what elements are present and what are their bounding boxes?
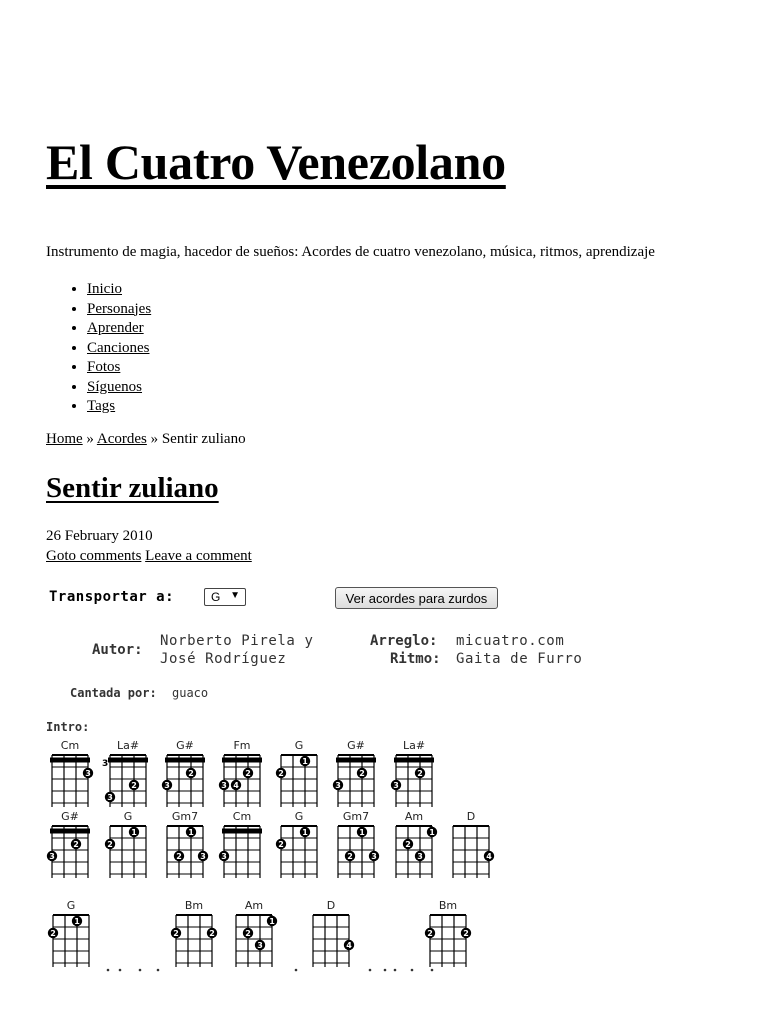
chord-name: D xyxy=(466,810,476,823)
chord-name: G xyxy=(123,810,133,823)
nav-link-personajes[interactable]: Personajes xyxy=(87,300,152,317)
finger-number: 2 xyxy=(209,929,215,938)
chord-diagram-d xyxy=(313,899,354,967)
finger-number: 1 xyxy=(188,828,194,837)
barre-bar xyxy=(50,829,90,834)
key-select-value: G xyxy=(211,590,221,604)
finger-number: 2 xyxy=(278,840,284,849)
lefty-chords-button[interactable]: Ver acordes para zurdos xyxy=(335,587,498,609)
barre-bar xyxy=(336,758,376,763)
chord-diagram-g xyxy=(276,739,317,807)
nav-link-fotos[interactable]: Fotos xyxy=(87,359,121,375)
finger-number: 2 xyxy=(278,769,284,778)
chord-diagram-gm7 xyxy=(338,810,379,878)
chord-name: Am xyxy=(244,899,264,912)
finger-number: 3 xyxy=(393,781,399,790)
arrangement-label: Arreglo: xyxy=(370,633,438,649)
breadcrumb-category[interactable]: Acordes xyxy=(96,431,147,447)
finger-number: 1 xyxy=(269,917,275,926)
chord-name: Bm xyxy=(184,899,204,912)
barre-bar xyxy=(394,758,434,763)
finger-number: 3 xyxy=(85,769,91,778)
finger-number: 1 xyxy=(429,828,435,837)
fret-number-label: 3 xyxy=(102,759,109,769)
beat-dot xyxy=(107,969,110,972)
finger-number: 3 xyxy=(417,852,423,861)
beat-dot xyxy=(119,969,122,972)
finger-number: 2 xyxy=(176,852,182,861)
author-line-1: Norberto Pirela y xyxy=(160,633,314,649)
beat-dot xyxy=(394,969,397,972)
chord-diagram-cm xyxy=(50,739,93,807)
chord-diagram-cm xyxy=(219,810,262,878)
barre-bar xyxy=(222,829,262,834)
chord-name: G# xyxy=(176,739,194,752)
finger-number: 4 xyxy=(346,941,352,950)
chord-diagram-lasharp xyxy=(102,739,148,807)
finger-number: 3 xyxy=(221,852,227,861)
leave-comment-link[interactable]: Leave a comment xyxy=(145,548,252,564)
beat-dot xyxy=(431,969,434,972)
finger-number: 2 xyxy=(427,929,433,938)
chord-name: G xyxy=(294,739,304,752)
finger-number: 2 xyxy=(188,769,194,778)
finger-number: 2 xyxy=(359,769,365,778)
beat-dot xyxy=(157,969,160,972)
rhythm-label: Ritmo: xyxy=(390,651,441,667)
finger-number: 3 xyxy=(107,793,113,802)
finger-number: 3 xyxy=(49,852,55,861)
site-title[interactable]: El Cuatro Venezolano xyxy=(46,134,506,190)
finger-number: 2 xyxy=(50,929,56,938)
chord-diagram-bm xyxy=(425,899,471,967)
finger-number: 3 xyxy=(221,781,227,790)
finger-number: 1 xyxy=(302,828,308,837)
nav-link-canciones[interactable]: Canciones xyxy=(87,339,150,356)
chord-diagram-d xyxy=(453,810,494,878)
chord-name: G# xyxy=(61,810,79,823)
beat-dot xyxy=(139,969,142,972)
rhythm-value: Gaita de Furro xyxy=(456,651,583,667)
chord-name: G xyxy=(66,899,76,912)
finger-number: 2 xyxy=(347,852,353,861)
finger-number: 3 xyxy=(335,781,341,790)
finger-number: 2 xyxy=(131,781,137,790)
chord-name: D xyxy=(326,899,336,912)
chord-diagram-fm xyxy=(219,739,262,807)
finger-number: 2 xyxy=(173,929,179,938)
sung-by-label: Cantada por: xyxy=(70,686,157,700)
chevron-down-icon: ▼ xyxy=(230,590,240,601)
chord-name: Cm xyxy=(232,810,252,823)
nav-link-aprender[interactable]: Aprender xyxy=(87,320,144,336)
barre-bar xyxy=(50,758,90,763)
chord-name: Fm xyxy=(233,739,251,752)
barre-bar xyxy=(222,758,262,763)
chord-diagram-g xyxy=(48,899,89,967)
finger-number: 1 xyxy=(131,828,137,837)
author-label: Autor: xyxy=(92,642,143,658)
breadcrumb-home[interactable]: Home xyxy=(46,431,83,447)
finger-number: 3 xyxy=(200,852,206,861)
finger-number: 2 xyxy=(73,840,79,849)
chord-name: G# xyxy=(347,739,365,752)
barre-bar xyxy=(165,758,205,763)
beat-dot xyxy=(384,969,387,972)
beat-dot xyxy=(369,969,372,972)
chord-name: G xyxy=(294,810,304,823)
finger-number: 1 xyxy=(302,757,308,766)
nav-link-siguenos[interactable]: Síguenos xyxy=(87,378,143,395)
goto-comments-link[interactable]: Goto comments xyxy=(46,548,142,564)
chord-name: La# xyxy=(116,739,140,752)
author-line-2: José Rodríguez xyxy=(160,651,287,667)
chord-name: Bm xyxy=(438,899,458,912)
chord-diagram-gm7 xyxy=(167,810,208,878)
transport-label: Transportar a: xyxy=(49,589,175,605)
chord-diagram-gsharp xyxy=(333,739,376,807)
finger-number: 4 xyxy=(486,852,492,861)
finger-number: 3 xyxy=(371,852,377,861)
barre-bar xyxy=(108,758,148,763)
finger-number: 2 xyxy=(463,929,469,938)
nav-link-tags[interactable]: Tags xyxy=(87,398,116,414)
finger-number: 2 xyxy=(107,840,113,849)
chord-diagram-am xyxy=(396,810,437,878)
breadcrumb-separator: » xyxy=(86,431,94,447)
chord-name: Gm7 xyxy=(171,810,199,823)
beat-dot xyxy=(295,969,298,972)
post-date: 26 February 2010 xyxy=(46,528,153,544)
chord-diagram-g xyxy=(276,810,317,878)
breadcrumb-separator: » xyxy=(150,431,159,447)
chord-diagram-bm xyxy=(171,899,217,967)
finger-number: 2 xyxy=(245,929,251,938)
breadcrumb-current: Sentir zuliano xyxy=(161,431,246,447)
finger-number: 1 xyxy=(74,917,80,926)
nav-link-inicio[interactable]: Inicio xyxy=(87,281,122,297)
intro-label: Intro: xyxy=(46,720,90,734)
sung-by-value: guaco xyxy=(172,686,209,700)
finger-number: 3 xyxy=(164,781,170,790)
chord-diagram-lasharp xyxy=(391,739,434,807)
finger-number: 1 xyxy=(359,828,365,837)
finger-number: 4 xyxy=(233,781,239,790)
chord-diagram-gsharp xyxy=(47,810,90,878)
chord-diagram-gsharp xyxy=(162,739,205,807)
post-title[interactable]: Sentir zuliano xyxy=(46,472,219,504)
finger-number: 2 xyxy=(245,769,251,778)
site-tagline: Instrumento de magia, hacedor de sueños: Acordes de cuatro venezolano, música, ritmos, aprendizaje xyxy=(46,244,655,260)
chord-name: Cm xyxy=(60,739,80,752)
arrangement-value: micuatro.com xyxy=(456,633,565,649)
finger-number: 2 xyxy=(405,840,411,849)
beat-dot xyxy=(411,969,414,972)
chord-diagram-g xyxy=(105,810,146,878)
finger-number: 2 xyxy=(417,769,423,778)
chord-name: Gm7 xyxy=(342,810,370,823)
chord-name: Am xyxy=(404,810,424,823)
chord-name: La# xyxy=(402,739,426,752)
finger-number: 3 xyxy=(257,941,263,950)
chord-diagram-am xyxy=(236,899,277,967)
